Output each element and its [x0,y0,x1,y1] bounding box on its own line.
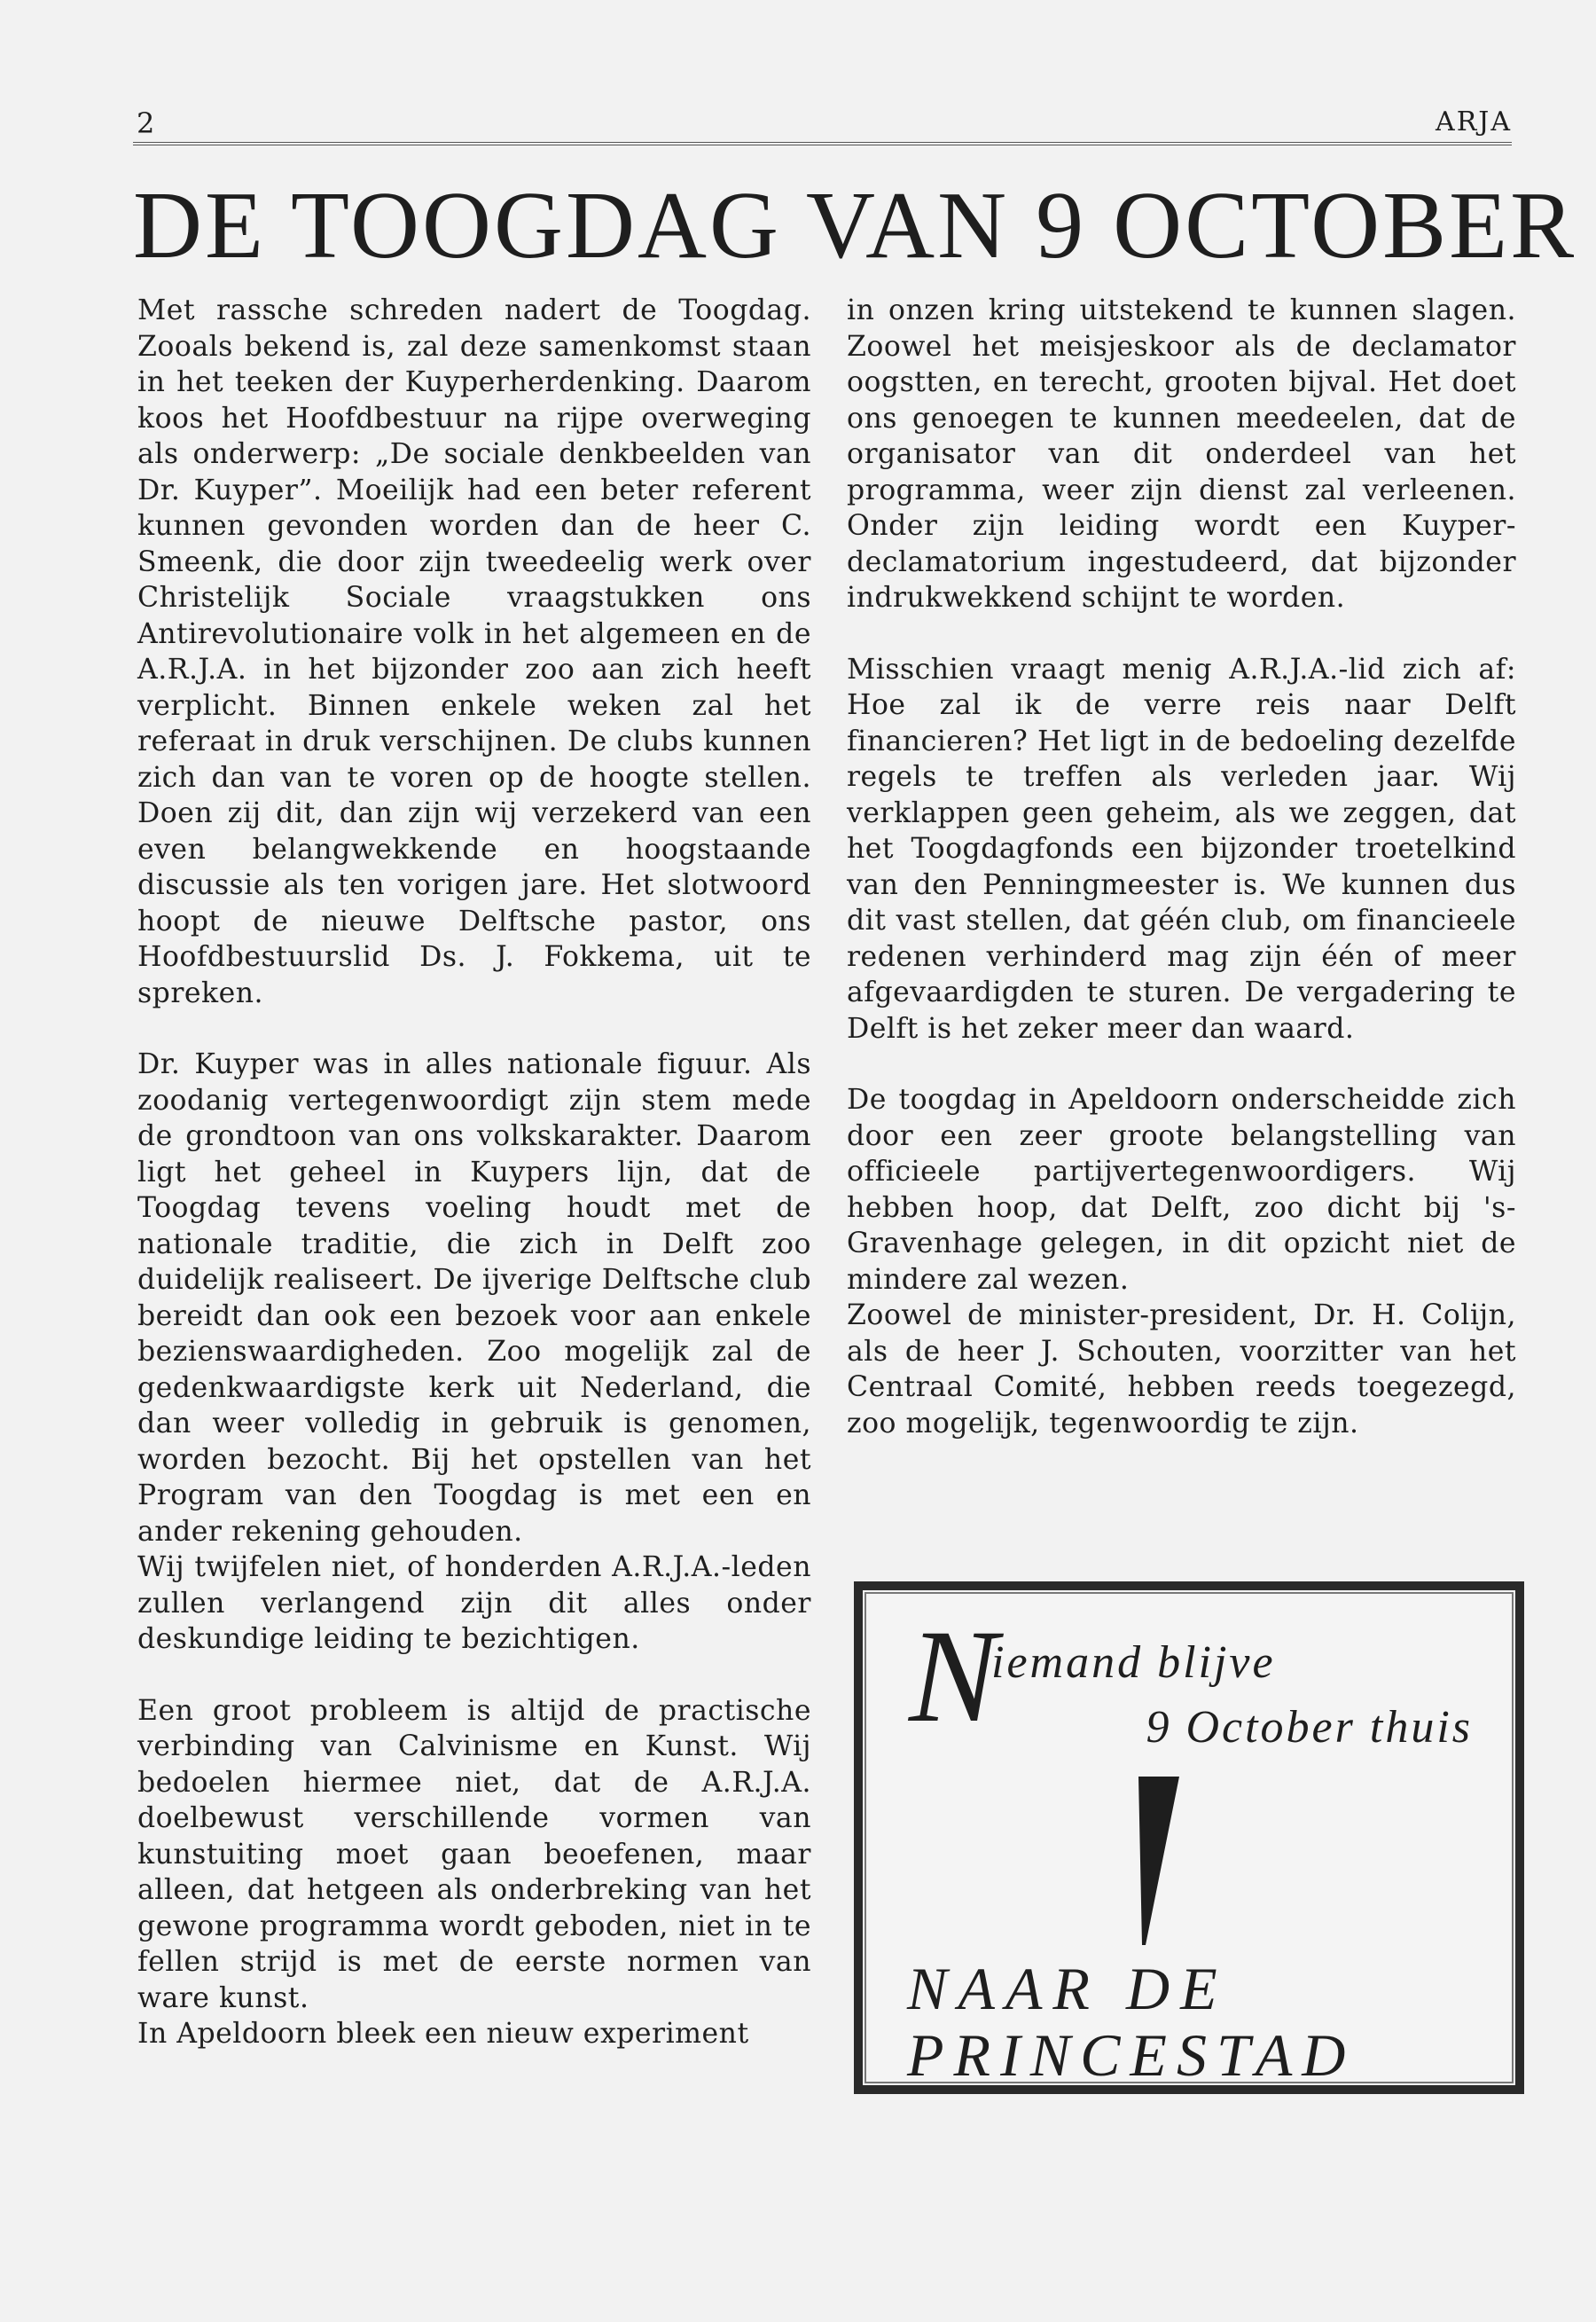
paragraph: Zoowel de minister-president, Dr. H. Colijn, als de heer J. Schouten, voorzitter van het Centraal Comité, hebben reeds toegezegd, zoo mogelijk, tegenwoordig te zijn. [847,1299,1516,1439]
advert-line-1: iemand blijve [991,1637,1276,1688]
paragraph: In Apeldoorn bleek een nieuw experiment [137,2018,749,2050]
paragraph: Wij twijfelen niet, of honderden A.R.J.A.-leden zullen verlangend zijn dit alles onder deskundige leiding te bezichtigen. [137,1551,811,1655]
advert-initial: N [909,1603,998,1750]
paragraph: in onzen kring uitstekend te kunnen slagen. Zoowel het meisjeskoor als de declamator oogstten, en terecht, grooten bijval. Het doet ons genoegen te kunnen meedeelen, dat de organisator van dit onderdeel van het programma, weer zijn dienst zal verleenen. Onder zijn leiding wordt een Kuyper-declamatorium ingestudeerd, dat bijzonder indrukwekkend schijnt te worden. [847,294,1516,614]
advert-line-4: PRINCESTAD [907,2021,1356,2089]
right-column [847,293,1516,1477]
wedge-arrow-icon [1133,1777,1179,1945]
page-header [133,98,1512,145]
left-column [137,293,811,2088]
paragraph: Misschien vraagt menig A.R.J.A.-lid zich af: Hoe zal ik de verre reis naar Delft financieren? Het ligt in de bedoeling dezelfde regels te treffen als verleden jaar. Wij verklappen geen geheim, als we zeggen, dat het Toogdagfonds een bijzonder troetelkind van den Penningmeester is. We kunnen dus dit vast stellen, dat géén club, om financieele redenen verhinderd mag zijn één of meer afgevaardigden te sturen. De vergadering te Delft is het zeker meer dan waard. [847,653,1516,1045]
advertisement-box [854,1581,1524,2094]
advert-line-3: NAAR DE [907,1955,1228,2022]
paragraph: Met rassche schreden nadert de Toogdag. Zooals bekend is, zal deze samenkomst staan in het teeken der Kuyperherdenking. Daarom koos het Hoofdbestuur na rijpe overweging als onderwerp: „De sociale denkbeelden van Dr. Kuyper”. Moeilijk had een beter referent kunnen gevonden worden dan de heer C. Smeenk, die door zijn tweedeelig werk over Christelijk Sociale vraagstukken ons Antirevolutionaire volk in het algemeen en de A.R.J.A. in het bijzonder zoo aan zich heeft verplicht. Binnen enkele weken zal het referaat in druk verschijnen. De clubs kunnen zich dan van te voren op de hoogte stellen. Doen zij dit, dan zijn wij verzekerd van een even belangwekkende en hoogstaande discussie als ten vorigen jare. Het slotwoord hoopt de nieuwe Delftsche pastor, ons Hoofdbestuurslid Ds. J. Fokkema, uit te spreken. [137,294,811,1009]
article-title: DE TOOGDAG VAN 9 OCTOBER [133,173,1577,278]
paragraph: Dr. Kuyper was in alles nationale figuur. Als zoodanig vertegenwoordigt zijn stem mede de grondtoon van ons volkskarakter. Daarom ligt het geheel in Kuypers lijn, dat de Toogdag tevens voeling houdt met de nationale traditie, die zich in Delft zoo duidelijk realiseert. De ijverige Delftsche club bereidt dan ook een bezoek voor aan enkele bezienswaardigheden. Zoo mogelijk zal de gedenkwaardigste kerk uit Nederland, die dan weer volledig in gebruik is genomen, worden bezocht. Bij het opstellen van het Program van den Toogdag is met een en ander rekening gehouden. [137,1048,811,1548]
paragraph: Een groot probleem is altijd de practische verbinding van Calvinisme en Kunst. Wij bedoelen hiermee niet, dat de A.R.J.A. doelbewust verschillende vormen van kunstuiting moet gaan beoefenen, maar alleen, dat hetgeen als onderbreking van het gewone programma wordt geboden, niet in te fellen strijd is met de eerste normen van ware kunst. [137,1694,811,2014]
paragraph: De toogdag in Apeldoorn onderscheidde zich door een zeer groote belangstelling van officieele partijvertegenwoordigers. Wij hebben hoop, dat Delft, zoo dicht bij 's-Gravenhage gelegen, in dit opzicht niet de mindere zal wezen. [847,1084,1516,1296]
page-number: 2 [137,106,155,140]
journal-name: ARJA [1436,106,1512,137]
advert-line-2: 9 October thuis [1146,1702,1473,1753]
